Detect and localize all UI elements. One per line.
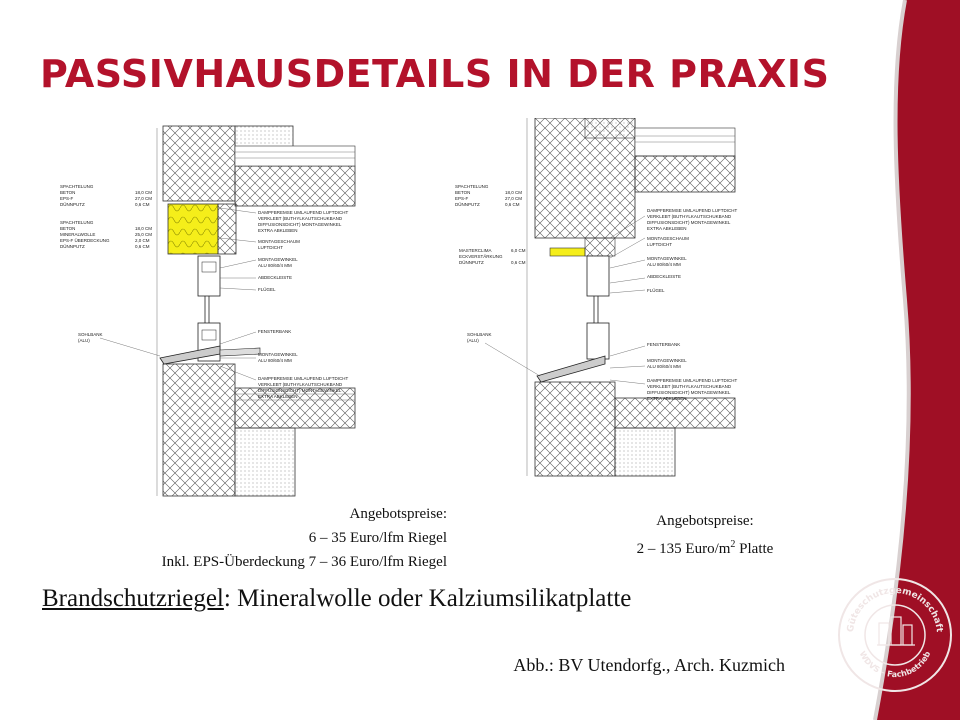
svg-text:DAMPFBREMSE UMLAUFEND LUFTDICH: DAMPFBREMSE UMLAUFEND LUFTDICHT <box>258 376 349 381</box>
svg-text:MINERALWOLLE: MINERALWOLLE <box>60 232 96 237</box>
svg-text:EXTRA ABKLEBEN: EXTRA ABKLEBEN <box>647 226 687 231</box>
slide-title: PASSIVHAUSDETAILS IN DER PRAXIS <box>40 52 830 96</box>
svg-text:FENSTERBANK: FENSTERBANK <box>647 342 681 347</box>
svg-text:Güteschutzgemeinschaft: Güteschutzgemeinschaft <box>846 585 944 633</box>
detail-drawing-left <box>60 118 460 498</box>
svg-text:0,6 CM: 0,6 CM <box>135 244 150 249</box>
svg-text:BETON: BETON <box>60 226 76 231</box>
svg-text:DAMPFBREMSE UMLAUFEND LUFTDICH: DAMPFBREMSE UMLAUFEND LUFTDICHT <box>647 208 738 213</box>
svg-text:27,0 CM: 27,0 CM <box>135 196 153 201</box>
svg-text:DÜNNPUTZ: DÜNNPUTZ <box>455 202 480 207</box>
svg-text:SPACHTELUNG: SPACHTELUNG <box>60 220 94 225</box>
svg-text:0,6 CM: 0,6 CM <box>511 260 526 265</box>
brandschutzriegel-term: Brandschutzriegel <box>42 585 224 612</box>
svg-text:LUFTDICHT: LUFTDICHT <box>258 245 283 250</box>
svg-text:DIFFUSIONSDICHT) MONTAGEWINKEL: DIFFUSIONSDICHT) MONTAGEWINKEL <box>258 388 342 393</box>
svg-text:(ALU): (ALU) <box>78 338 90 343</box>
svg-text:25,0 CM: 25,0 CM <box>135 232 153 237</box>
svg-text:EPS-F ÜBERDECKUNG: EPS-F ÜBERDECKUNG <box>60 238 110 243</box>
svg-text:0,6 CM: 0,6 CM <box>505 202 520 207</box>
svg-text:DAMPFBREMSE UMLAUFEND LUFTDICH: DAMPFBREMSE UMLAUFEND LUFTDICHT <box>258 210 349 215</box>
svg-text:MONTAGEWINKEL: MONTAGEWINKEL <box>647 358 687 363</box>
label-duennputz: DÜNNPUTZ <box>60 202 85 207</box>
prices-left <box>162 502 447 574</box>
svg-text:DÜNNPUTZ: DÜNNPUTZ <box>60 244 85 249</box>
svg-text:EPS-F: EPS-F <box>455 196 469 201</box>
svg-text:LUFTDICHT: LUFTDICHT <box>647 242 672 247</box>
svg-text:VERKLEBT (BUTHYLKAUTSCHUKBAND: VERKLEBT (BUTHYLKAUTSCHUKBAND <box>258 382 343 387</box>
svg-text:DIFFUSIONSDICHT) MONTAGEWINKEL: DIFFUSIONSDICHT) MONTAGEWINKEL <box>647 220 731 225</box>
svg-text:SOHLBANK: SOHLBANK <box>467 332 492 337</box>
svg-text:DIFFUSIONSDICHT) MONTAGEWINKEL: DIFFUSIONSDICHT) MONTAGEWINKEL <box>647 390 731 395</box>
svg-text:MONTAGEWINKEL: MONTAGEWINKEL <box>258 257 298 262</box>
svg-text:0,6 CM: 0,6 CM <box>135 202 150 207</box>
svg-text:18,0 CM: 18,0 CM <box>505 190 523 195</box>
svg-text:DÜNNPUTZ: DÜNNPUTZ <box>459 260 484 265</box>
prices-left-heading: Angebotspreise: <box>349 506 447 522</box>
svg-text:SPACHTELUNG: SPACHTELUNG <box>455 184 489 189</box>
prices-right-heading: Angebotspreise: <box>656 513 754 529</box>
svg-text:ABDECKLEISTE: ABDECKLEISTE <box>258 275 293 280</box>
svg-text:EXTRA ABKLEBEN: EXTRA ABKLEBEN <box>647 396 687 401</box>
svg-text:18,0 CM: 18,0 CM <box>135 190 153 195</box>
brandschutz-text: Brandschutzriegel: Mineralwolle oder Kalziumsilikatplatte <box>42 585 632 612</box>
svg-text:ALU 80/60/4 MM: ALU 80/60/4 MM <box>647 364 681 369</box>
svg-text:2,0 CM: 2,0 CM <box>135 238 150 243</box>
svg-text:18,0 CM: 18,0 CM <box>135 226 153 231</box>
svg-text:MONTAGEWINKEL: MONTAGEWINKEL <box>647 256 687 261</box>
svg-text:FENSTERBANK: FENSTERBANK <box>258 329 292 334</box>
svg-text:ALU 80/60/4 MM: ALU 80/60/4 MM <box>258 263 292 268</box>
svg-text:MONTAGEWINKEL: MONTAGEWINKEL <box>258 352 298 357</box>
guetesiegel-logo <box>835 575 955 695</box>
svg-text:MONTAGESCHAUM: MONTAGESCHAUM <box>258 239 300 244</box>
label-spachtelung: SPACHTELUNG <box>60 184 94 189</box>
svg-text:ABDECKLEISTE: ABDECKLEISTE <box>647 274 682 279</box>
label-beton: BETON <box>60 190 76 195</box>
svg-text:MONTAGESCHAUM: MONTAGESCHAUM <box>647 236 689 241</box>
svg-text:EXTRA ABKLEBEN: EXTRA ABKLEBEN <box>258 228 298 233</box>
svg-text:27,0 CM: 27,0 CM <box>505 196 523 201</box>
svg-text:MASTERCLIMA: MASTERCLIMA <box>459 248 492 253</box>
label-eps-f: EPS-F <box>60 196 74 201</box>
svg-text:ECKVERSTÄRKUNG: ECKVERSTÄRKUNG <box>459 254 503 259</box>
svg-text:DIFFUSIONSDICHT) MONTAGEWINKEL: DIFFUSIONSDICHT) MONTAGEWINKEL <box>258 222 342 227</box>
svg-text:FLÜGEL: FLÜGEL <box>258 287 276 292</box>
svg-text:FLÜGEL: FLÜGEL <box>647 288 665 293</box>
svg-text:VERKLEBT (BUTHYLKAUTSCHUKBAND: VERKLEBT (BUTHYLKAUTSCHUKBAND <box>647 214 732 219</box>
svg-text:EXTRA ABKLEBEN: EXTRA ABKLEBEN <box>258 394 298 399</box>
svg-text:VERKLEBT (BUTHYLKAUTSCHUKBAND: VERKLEBT (BUTHYLKAUTSCHUKBAND <box>258 216 343 221</box>
prices-left-line2: Inkl. EPS-Überdeckung 7 – 36 Euro/lfm Riegel <box>161 554 447 570</box>
svg-text:ALU 80/60/4 MM: ALU 80/60/4 MM <box>647 262 681 267</box>
detail-drawing-right <box>455 118 785 478</box>
prices-right-line1: 2 – 135 Euro/$m^2$ Platte <box>636 539 774 557</box>
svg-text:SOHLBANK: SOHLBANK <box>78 332 103 337</box>
svg-text:ALU 80/60/4 MM: ALU 80/60/4 MM <box>258 358 292 363</box>
prices-right <box>600 509 810 561</box>
svg-text:BETON: BETON <box>455 190 471 195</box>
prices-left-line1: 6 – 35 Euro/lfm Riegel <box>308 530 447 546</box>
svg-text:DAMPFBREMSE UMLAUFEND LUFTDICH: DAMPFBREMSE UMLAUFEND LUFTDICHT <box>647 378 738 383</box>
svg-text:6,0 CM: 6,0 CM <box>511 248 526 253</box>
svg-text:VERKLEBT (BUTHYLKAUTSCHUKBAND: VERKLEBT (BUTHYLKAUTSCHUKBAND <box>647 384 732 389</box>
figure-caption: Abb.: BV Utendorfg., Arch. Kuzmich <box>513 655 785 675</box>
svg-text:WDVS – Fachbetrieb: WDVS – Fachbetrieb <box>857 649 933 680</box>
svg-text:(ALU): (ALU) <box>467 338 479 343</box>
